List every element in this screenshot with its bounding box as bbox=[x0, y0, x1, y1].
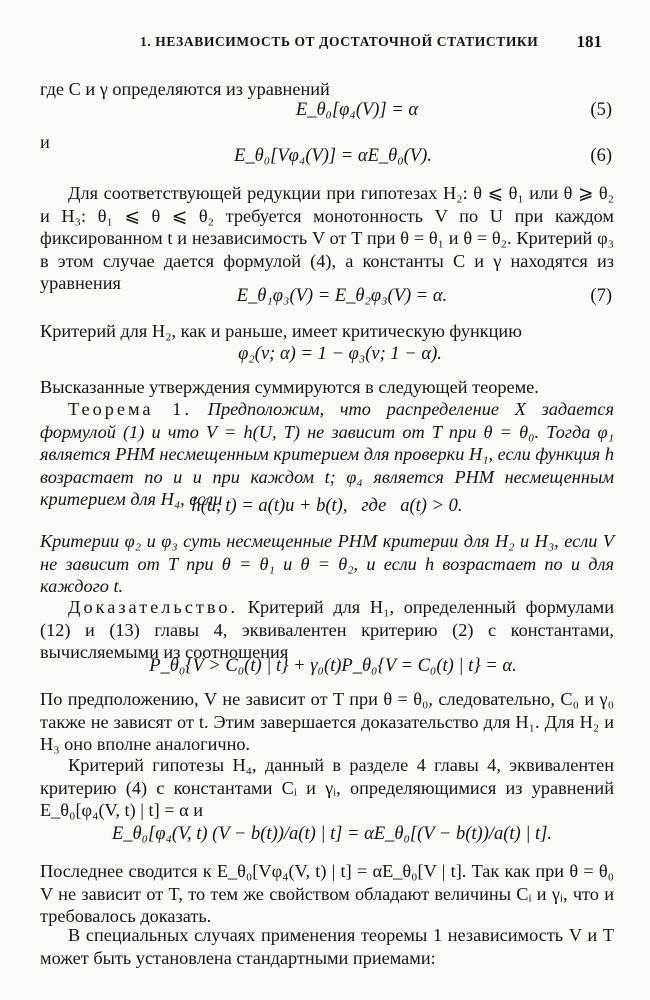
equation-phi2-body: φ₂(v; α) = 1 − φ₃(v; 1 − α). bbox=[238, 344, 442, 364]
equation-6-number: (6) bbox=[590, 146, 612, 166]
paragraph-reduction: Для соответствующей редукции при гипотезах H₂: θ ⩽ θ₁ или θ ⩾ θ₂ и H₃: θ₁ ⩽ θ ⩽ θ₂ требуется монотонность V по U при каждом фиксированном t и независимость V от T при θ = θ₁ и θ = θ₂. Критерий φ₃ в этом случае дается формулой (4), а константы C и γ находятся из уравнения bbox=[40, 183, 614, 294]
proof-label: Доказательство. bbox=[68, 597, 239, 617]
running-title: 1. НЕЗАВИСИМОСТЬ ОТ ДОСТАТОЧНОЙ СТАТИСТИКИ bbox=[140, 34, 539, 49]
proof-text: Критерий для H₁, определенный формулами (12) и (13) главы 4, эквивалентен критерию (2) с константами, вычисляемыми из соотношения bbox=[40, 597, 614, 663]
equation-5 bbox=[40, 98, 614, 126]
conjunction-and: и bbox=[40, 132, 50, 152]
equation-phi2 bbox=[40, 342, 614, 370]
equation-h-def-body: h(u, t) = a(t)u + b(t), где a(t) > 0. bbox=[191, 496, 463, 516]
equation-7-number: (7) bbox=[590, 286, 612, 306]
theorem-text: Предположим, что распределение X задается формулой (1) и что V = h(U, T) не зависит от T при θ = θ₀. Тогда φ₁ является РНМ несмещенным критерием для проверки H₁, если функция h возрастает по u и при каждом t; φ₄ является РНМ несмещенным критерием для H₄, если bbox=[40, 399, 614, 510]
equation-p-relation-body: P_θ₀{V > C₀(t) | t} + γ₀(t)P_θ₀{V = C₀(t) | t} = α. bbox=[149, 656, 517, 676]
theorem-label: Теорема 1. bbox=[68, 399, 192, 419]
running-header bbox=[40, 32, 610, 54]
theorem-1-continued: Критерии φ₂ и φ₃ суть несмещенные РНМ критерии для H₂ и H₃, если V не зависит от T при θ = θ₁ и θ = θ₂, и если h возрастает по u для каждого t. bbox=[40, 531, 614, 597]
equation-p-relation bbox=[40, 654, 614, 682]
equation-6 bbox=[40, 144, 614, 172]
paragraph-criterion-h2: Критерий для H₂, как и раньше, имеет критическую функцию bbox=[40, 321, 522, 341]
paragraph-h4: Критерий гипотезы H₄, данный в разделе 4 главы 4, эквивалентен критерию (4) с константами Cᵢ и γᵢ, определяющимися из уравнений E_θ₀[φ₄(V, t) | t] = α и bbox=[40, 755, 614, 821]
paragraph-summary: Высказанные утверждения суммируются в следующей теореме. bbox=[40, 377, 539, 397]
paragraph-assumption: По предположению, V не зависит от T при θ = θ₀, следовательно, C₀ и γ₀ также не зависят от t. Этим завершается доказательство для H₁. Для H₂ и H₃ оно вполне аналогично. bbox=[40, 689, 614, 755]
equation-5-number: (5) bbox=[590, 100, 612, 120]
page-number: 181 bbox=[576, 32, 602, 51]
equation-5-body: E_θ₀[φ₄(V)] = α bbox=[295, 100, 419, 120]
equation-7 bbox=[40, 284, 614, 312]
equation-conditional bbox=[40, 818, 614, 854]
paragraph-special-cases: В специальных случаях применения теоремы 1 независимость V и T может быть установлена стандартными приемами: bbox=[40, 925, 614, 968]
equation-conditional-body: E_θ₀[φ₄(V, t) (V − b(t))/a(t) | t] = αE_θ₀[(V − b(t))/a(t) | t]. bbox=[111, 824, 553, 844]
paragraph-reduces: Последнее сводится к E_θ₀[Vφ₄(V, t) | t] = αE_θ₀[V | t]. Так как при θ = θ₀ V не зависит от T, то тем же свойством обладают величины Cᵢ и γᵢ, что и требовалось доказать. bbox=[40, 861, 614, 927]
equation-7-body: E_θ₁φ₃(V) = E_θ₂φ₃(V) = α. bbox=[236, 286, 448, 306]
equation-h-def bbox=[40, 494, 614, 522]
equation-6-body: E_θ₀[Vφ₄(V)] = αE_θ₀(V). bbox=[234, 146, 432, 166]
intro-line: где C и γ определяются из уравнений bbox=[40, 79, 330, 99]
